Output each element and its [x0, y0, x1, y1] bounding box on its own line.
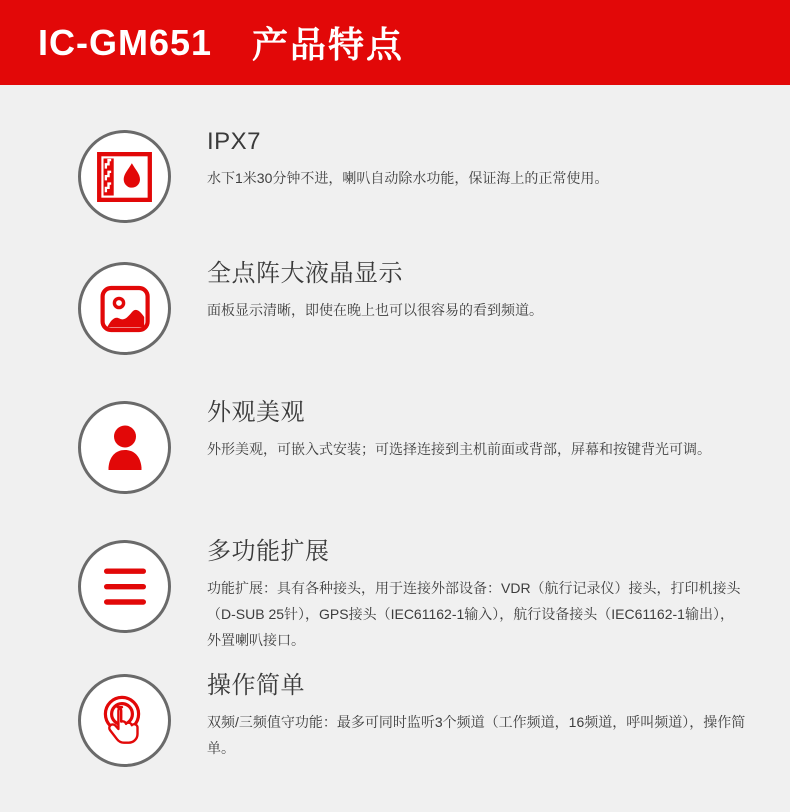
display-icon [98, 282, 152, 336]
menu-icon-circle [78, 540, 171, 633]
waterproof-icon-circle [78, 130, 171, 223]
feature-title: 操作简单 [207, 672, 305, 699]
page-title: 产品特点 [252, 24, 405, 65]
product-model: IC-GM651 [38, 21, 213, 63]
feature-description: 功能扩展：具有各种接头，用于连接外部设备：VDR（航行记录仪）接头，打印机接头（D-SUB 25针），GPS接头（IEC61162-1输入），航行设备接头（IEC61162-1输出），外置喇叭接口。 [207, 580, 741, 648]
waterproof-icon [97, 152, 152, 202]
feature-row-operation [78, 671, 747, 767]
feature-row-display [78, 259, 747, 355]
touch-icon [99, 694, 151, 748]
feature-row-appearance [78, 398, 747, 494]
header-bar [0, 0, 790, 85]
feature-title: 外观美观 [207, 399, 305, 426]
feature-description: 外形美观，可嵌入式安装；可选择连接到主机前面或背部，屏幕和按键背光可调。 [207, 441, 711, 457]
feature-title: 全点阵大液晶显示 [207, 260, 403, 287]
touch-icon-circle [78, 674, 171, 767]
feature-title: 多功能扩展 [207, 538, 330, 565]
feature-title: IPX7 [207, 128, 262, 155]
feature-description: 双频/三频值守功能：最多可同时监听3个频道（工作频道，16频道，呼叫频道），操作简单。 [207, 714, 746, 756]
feature-row-expansion [78, 537, 747, 653]
menu-icon [103, 567, 147, 606]
feature-row-ipx7 [78, 127, 747, 223]
person-icon [102, 424, 148, 471]
feature-description: 面板显示清晰，即使在晚上也可以很容易的看到频道。 [207, 302, 543, 318]
feature-description: 水下1米30分钟不进，喇叭自动除水功能，保证海上的正常使用。 [207, 170, 609, 186]
person-icon-circle [78, 401, 171, 494]
display-icon-circle [78, 262, 171, 355]
